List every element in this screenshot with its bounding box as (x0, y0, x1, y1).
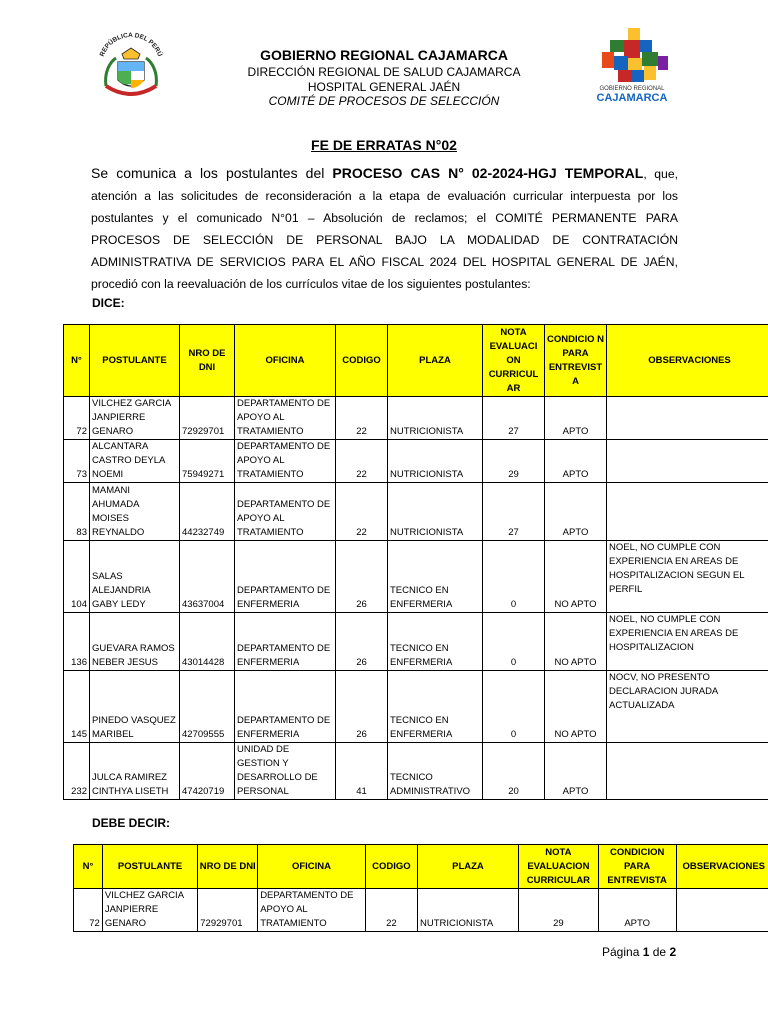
cell-office: DEPARTAMENTO DE ENFERMERIA (235, 613, 336, 671)
header-committee-title: COMITÉ DE PROCESOS DE SELECCIÓN (268, 94, 500, 108)
cell-office: DEPARTAMENTO DE ENFERMERIA (235, 541, 336, 613)
table-row (74, 889, 768, 932)
cell-score: 0 (483, 541, 545, 613)
cell-condition: APTO (545, 397, 607, 440)
cell-condition: NO APTO (545, 671, 607, 743)
cell-code: 22 (336, 483, 388, 541)
cell-score: 29 (483, 440, 545, 483)
cell-dni: 47420719 (180, 743, 235, 800)
header-cell: POSTULANTE (90, 325, 180, 397)
cell-office: DEPARTAMENTO DE APOYO AL TRATAMIENTO (235, 397, 336, 440)
cell-applicant: PINEDO VASQUEZ MARIBEL (90, 671, 180, 743)
svg-text:CAJAMARCA: CAJAMARCA (596, 92, 668, 104)
header-cell: N° (74, 845, 103, 889)
cell-condition: APTO (545, 440, 607, 483)
cell-dni: 44232749 (180, 483, 235, 541)
cell-position: TECNICO EN ENFERMERIA (388, 671, 483, 743)
header-cell: N° (64, 325, 90, 397)
cell-observations (607, 743, 768, 800)
table-row (64, 743, 768, 800)
table-row (64, 613, 768, 671)
cell-applicant: MAMANI AHUMADA MOISES REYNALDO (90, 483, 180, 541)
table-row (64, 397, 768, 440)
cell-code: 22 (336, 440, 388, 483)
cell-dni: 43637004 (180, 541, 235, 613)
debe-header-row (74, 845, 768, 889)
cell-position: NUTRICIONISTA (417, 889, 518, 932)
header-hospital-title: HOSPITAL GENERAL JAÉN (307, 80, 461, 94)
cell-office: DEPARTAMENTO DE APOYO AL TRATAMIENTO (235, 440, 336, 483)
gobierno-regional-cajamarca-logo (588, 26, 676, 106)
cell-score: 29 (518, 889, 598, 932)
header-cell: PLAZA (388, 325, 483, 397)
header-cell: OBSERVACIONES (607, 325, 768, 397)
cell-number: 104 (64, 541, 90, 613)
cell-position: TECNICO EN ENFERMERIA (388, 613, 483, 671)
header-cell: CODIGO (365, 845, 417, 889)
header-cell: OFICINA (258, 845, 366, 889)
cell-score: 27 (483, 483, 545, 541)
cell-applicant: JULCA RAMIREZ CINTHYA LISETH (90, 743, 180, 800)
cell-score: 27 (483, 397, 545, 440)
document-title: FE DE ERRATAS N°02 (311, 137, 457, 153)
cell-number: 136 (64, 613, 90, 671)
cell-dni: 72929701 (198, 889, 258, 932)
page-footer (602, 945, 676, 959)
cell-number: 72 (64, 397, 90, 440)
cell-number: 232 (64, 743, 90, 800)
cell-office: DEPARTAMENTO DE ENFERMERIA (235, 671, 336, 743)
table-row (64, 671, 768, 743)
cell-number: 73 (64, 440, 90, 483)
cell-number: 72 (74, 889, 103, 932)
cell-code: 26 (336, 671, 388, 743)
cell-dni: 72929701 (180, 397, 235, 440)
cell-code: 41 (336, 743, 388, 800)
debe-decir-table (73, 844, 768, 932)
cell-condition: NO APTO (545, 541, 607, 613)
cell-observations (607, 397, 768, 440)
debe-decir-label: DEBE DECIR: (92, 816, 171, 830)
cell-observations: NOEL, NO CUMPLE CON EXPERIENCIA EN AREAS DE HOSPITALIZACION SEGUN EL PERFIL (607, 541, 768, 613)
intro-rest: , que, atención a las solicitudes de reconsideración a la etapa de evaluación curricular interpuesta por los postulantes y el comunicado N°01 – Absolución de reclamos; el COMITÉ PERMANENTE PARA PROCESOS DE SELECCIÓN DE PERSONAL BAJO LA MODALIDAD DE CONTRATACIÓN ADMINISTRATIVA DE SERVICIOS PARA EL AÑO FISCAL 2024 DEL HOSPITAL GENERAL DE JAÉN, procedió con la reevaluación de los currículos vitae de los siguientes postulantes: (91, 167, 678, 291)
cell-position: TECNICO EN ENFERMERIA (388, 541, 483, 613)
header-cell: NOTA EVALUACION CURRICULAR (518, 845, 598, 889)
header-cell: OFICINA (235, 325, 336, 397)
page-total: 2 (669, 945, 677, 959)
cell-applicant: GUEVARA RAMOS NEBER JESUS (90, 613, 180, 671)
cell-position: NUTRICIONISTA (388, 483, 483, 541)
header-direction-title: DIRECCIÓN REGIONAL DE SALUD CAJAMARCA (247, 65, 521, 79)
table-row (64, 440, 768, 483)
table-row (64, 483, 768, 541)
cell-dni: 75949271 (180, 440, 235, 483)
cell-condition: APTO (598, 889, 676, 932)
cell-observations (676, 889, 768, 932)
cell-observations: NOEL, NO CUMPLE CON EXPERIENCIA EN AREAS DE HOSPITALIZACION (607, 613, 768, 671)
cell-observations (607, 440, 768, 483)
cell-number: 145 (64, 671, 90, 743)
cell-code: 22 (365, 889, 417, 932)
intro-start: Se comunica a los postulantes del (91, 165, 333, 181)
cell-observations: NOCV, NO PRESENTO DECLARACION JURADA ACTUALIZADA (607, 671, 768, 743)
peru-coat-of-arms-logo (92, 28, 170, 106)
header-cell: OBSERVACIONES (676, 845, 768, 889)
page-number: 1 (642, 945, 650, 959)
cell-applicant: SALAS ALEJANDRIA GABY LEDY (90, 541, 180, 613)
cell-code: 22 (336, 397, 388, 440)
table-row (64, 541, 768, 613)
cell-office: DEPARTAMENTO DE APOYO AL TRATAMIENTO (258, 889, 366, 932)
dice-table (63, 324, 768, 800)
cell-position: TECNICO ADMINISTRATIVO (388, 743, 483, 800)
intro-paragraph (91, 162, 678, 295)
cell-office: DEPARTAMENTO DE APOYO AL TRATAMIENTO (235, 483, 336, 541)
cell-observations (607, 483, 768, 541)
cell-dni: 42709555 (180, 671, 235, 743)
cell-condition: NO APTO (545, 613, 607, 671)
header-cell: CONDICIO N PARA ENTREVIST A (545, 325, 607, 397)
cell-number: 83 (64, 483, 90, 541)
header-cell: CODIGO (336, 325, 388, 397)
cell-position: NUTRICIONISTA (388, 397, 483, 440)
dice-header-row (64, 325, 768, 397)
cell-code: 26 (336, 613, 388, 671)
svg-text:REPÚBLICA DEL PERÚ: REPÚBLICA DEL PERÚ (98, 31, 164, 58)
svg-text:GOBIERNO REGIONAL: GOBIERNO REGIONAL (599, 86, 665, 92)
cell-score: 0 (483, 613, 545, 671)
dice-label: DICE: (92, 296, 125, 310)
header-cell: NRO DE DNI (180, 325, 235, 397)
header-cell: NRO DE DNI (198, 845, 258, 889)
header-government-title: GOBIERNO REGIONAL CAJAMARCA (260, 47, 508, 63)
cell-applicant: VILCHEZ GARCIA JANPIERRE GENARO (102, 889, 197, 932)
of-word: de (652, 945, 667, 959)
cell-condition: APTO (545, 483, 607, 541)
header-cell: PLAZA (417, 845, 518, 889)
header-cell: NOTA EVALUACI ON CURRICUL AR (483, 325, 545, 397)
header-cell: CONDICION PARA ENTREVISTA (598, 845, 676, 889)
cell-code: 26 (336, 541, 388, 613)
cell-applicant: ALCANTARA CASTRO DEYLA NOEMI (90, 440, 180, 483)
cell-score: 0 (483, 671, 545, 743)
cell-applicant: VILCHEZ GARCIA JANPIERRE GENARO (90, 397, 180, 440)
cell-office: UNIDAD DE GESTION Y DESARROLLO DE PERSONAL (235, 743, 336, 800)
page-word: Página (602, 945, 640, 959)
cell-score: 20 (483, 743, 545, 800)
cell-dni: 43014428 (180, 613, 235, 671)
header-cell: POSTULANTE (102, 845, 197, 889)
cell-condition: APTO (545, 743, 607, 800)
intro-process-code: PROCESO CAS N° 02-2024-HGJ TEMPORAL (332, 165, 644, 181)
cell-position: NUTRICIONISTA (388, 440, 483, 483)
